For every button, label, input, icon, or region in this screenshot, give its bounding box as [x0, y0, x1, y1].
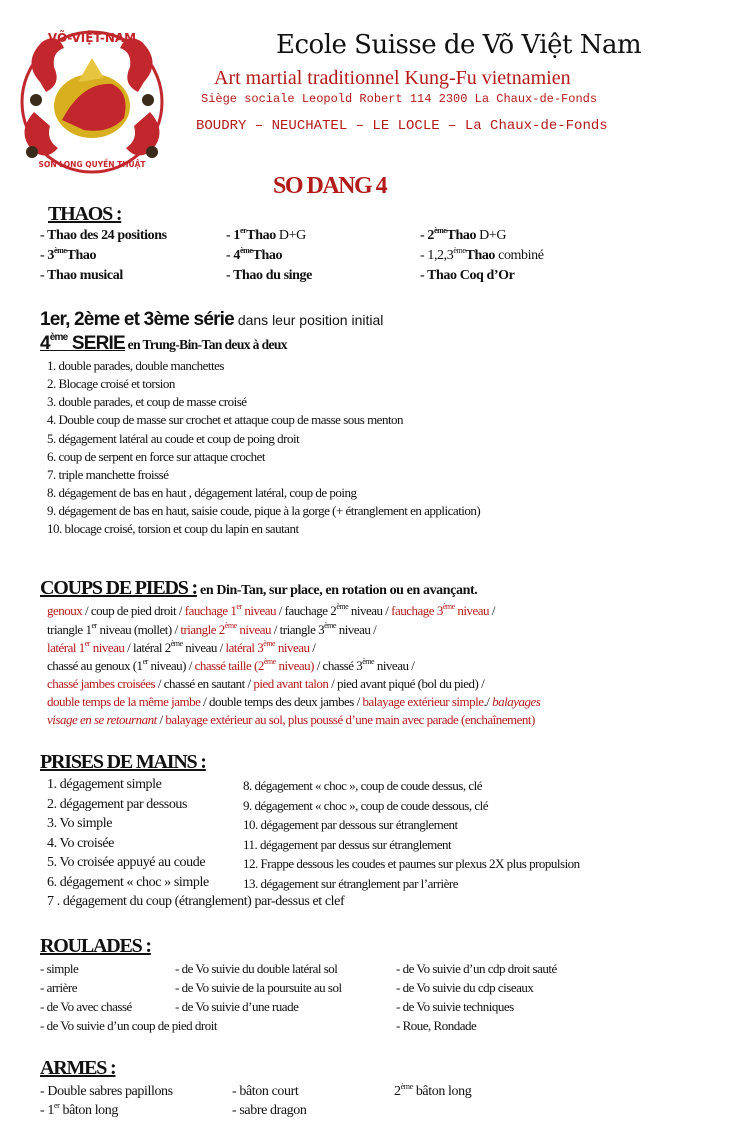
weapon-item: - bâton court: [232, 1084, 299, 1099]
roll-item: - arrière: [40, 980, 77, 995]
weapon-item: - Double sabres papillons: [40, 1084, 173, 1099]
roll-item: - de Vo avec chassé: [40, 999, 132, 1014]
grip-item: 6. dégagement « choc » simple: [47, 875, 209, 890]
kick-line: chassé au genoux (1er niveau) / chassé taille (2ème niveau) / chassé 3ème niveau /: [47, 657, 415, 673]
grip-item: 7 . dégagement du coup (étranglement) par-dessus et clef: [47, 894, 345, 909]
coups-heading: COUPS DE PIEDS :: [40, 577, 197, 599]
series-item: 4. Double coup de masse sur crochet et attaque coup de masse sous menton: [47, 412, 404, 427]
roll-item: - de Vo suivie techniques: [396, 999, 514, 1014]
roulades-heading: ROULADES :: [40, 935, 151, 957]
svg-text:SƠN LONG QUYỀN THUẬT: SƠN LONG QUYỀN THUẬT: [38, 160, 146, 169]
fourth-series-heading-line: [40, 333, 287, 355]
coups-heading-line: [40, 577, 477, 600]
grip-item: 13. dégagement sur étranglement par l’arrière: [243, 876, 458, 891]
weapon-item: - 1er bâton long: [40, 1101, 118, 1118]
series-item: 6. coup de serpent en force sur attaque crochet: [47, 449, 265, 464]
grip-item: 11. dégagement par dessus sur étranglement: [243, 837, 452, 852]
kick-line: latéral 1er niveau / latéral 2ème niveau / latéral 3ème niveau /: [47, 639, 316, 655]
thao-item: - Thao Coq d’Or: [420, 268, 515, 283]
school-subtitle: Art martial traditionnel Kung-Fu vietnamien: [214, 67, 571, 89]
kick-line: triangle 1er niveau (mollet) / triangle 2ème niveau / triangle 3ème niveau /: [47, 621, 377, 637]
grip-item: 12. Frappe dessous les coudes et paumes sur plexus 2X plus propulsion: [243, 856, 580, 871]
thao-item: - 4èmeThao: [226, 246, 283, 263]
grip-item: 8. dégagement « choc », coup de coude dessus, clé: [243, 778, 483, 793]
roll-item: - de Vo suivie du double latéral sol: [175, 961, 338, 976]
fourth-series-note: en Trung-Bin-Tan deux à deux: [124, 337, 287, 352]
thao-item: - Thao des 24 positions: [40, 228, 167, 243]
school-address: Siège sociale Leopold Robert 114 2300 La Chaux-de-Fonds: [201, 92, 598, 106]
series-item: 3. double parades, et coup de masse croisé: [47, 394, 247, 409]
prises-heading: PRISES DE MAINS :: [40, 751, 206, 773]
kick-line: visage en se retournant / balayage extérieur au sol, plus poussé d’une main avec parade (enchaînement): [47, 712, 535, 727]
thao-item: - 2èmeThao D+G: [420, 226, 507, 243]
roll-item: - de Vo suivie d’un cdp droit sauté: [396, 961, 557, 976]
thao-item: - 3èmeThao: [40, 246, 97, 263]
series-item: 8. dégagement de bas en haut , dégagement latéral, coup de poing: [47, 485, 357, 500]
thao-item: - Thao musical: [40, 268, 123, 283]
series-item: 10. blocage croisé, torsion et coup du lapin en sautant: [47, 521, 299, 536]
series-item: 2. Blocage croisé et torsion: [47, 376, 175, 391]
school-logo: [12, 22, 172, 177]
grip-item: 1. dégagement simple: [47, 777, 162, 792]
school-locations: BOUDRY – NEUCHATEL – LE LOCLE – La Chaux-de-Fonds: [196, 118, 608, 134]
grip-item: 3. Vo simple: [47, 816, 113, 831]
series-item: 9. dégagement de bas en haut, saisie coude, pique à la gorge (+ étranglement en application): [47, 503, 481, 518]
weapon-item: - sabre dragon: [232, 1103, 307, 1118]
grip-item: 2. dégagement par dessous: [47, 797, 188, 812]
weapon-item: 2ème bâton long: [394, 1082, 472, 1099]
series-item: 5. dégagement latéral au coude et coup de poing droit: [47, 431, 300, 446]
thao-item: - 1,2,3èmeThao combiné: [420, 246, 544, 263]
series-heading: 1er, 2ème et 3ème série: [40, 309, 234, 330]
series-item: 7. triple manchette froissé: [47, 467, 169, 482]
kick-line: double temps de la même jambe / double temps des deux jambes / balayage extérieur simple./ balayages: [47, 694, 541, 709]
thao-item: - Thao du singe: [226, 268, 312, 283]
roll-item: - Roue, Rondade: [396, 1018, 477, 1033]
roll-item: - de Vo suivie de la poursuite au sol: [175, 980, 342, 995]
series-heading-line: [40, 309, 383, 331]
school-name: Ecole Suisse de Võ Việt Nam: [276, 30, 642, 60]
page-title: SO DANG 4: [273, 173, 387, 199]
grip-item: 5. Vo croisée appuyé au coude: [47, 855, 206, 870]
roll-item: - simple: [40, 961, 79, 976]
roll-item: - de Vo suivie du cdp ciseaux: [396, 980, 534, 995]
armes-heading: ARMES :: [40, 1057, 116, 1079]
grip-item: 4. Vo croisée: [47, 836, 114, 851]
svg-text:VÕ-VIỆT-NAM: VÕ-VIỆT-NAM: [47, 31, 137, 45]
series-item: 1. double parades, double manchettes: [47, 358, 224, 373]
coups-note: en Din-Tan, sur place, en rotation ou en avançant.: [196, 583, 478, 598]
thaos-heading: THAOS :: [48, 203, 122, 225]
thao-item: - 1erThao D+G: [226, 226, 306, 243]
kick-line: chassé jambes croisées / chassé en sautant / pied avant talon / pied avant piqué (bol du pied) /: [47, 676, 485, 691]
kick-line: genoux / coup de pied droit / fauchage 1er niveau / fauchage 2ème niveau / fauchage 3ème niveau /: [47, 602, 495, 618]
series-note: dans leur position initial: [233, 312, 384, 328]
grip-item: 10. dégagement par dessous sur étranglement: [243, 817, 458, 832]
fourth-series-heading: 4ème SERIE: [40, 332, 125, 354]
grip-item: 9. dégagement « choc », coup de coude dessous, clé: [243, 798, 489, 813]
roll-item: - de Vo suivie d’un coup de pied droit: [40, 1018, 217, 1033]
roll-item: - de Vo suivie d’une ruade: [175, 999, 299, 1014]
